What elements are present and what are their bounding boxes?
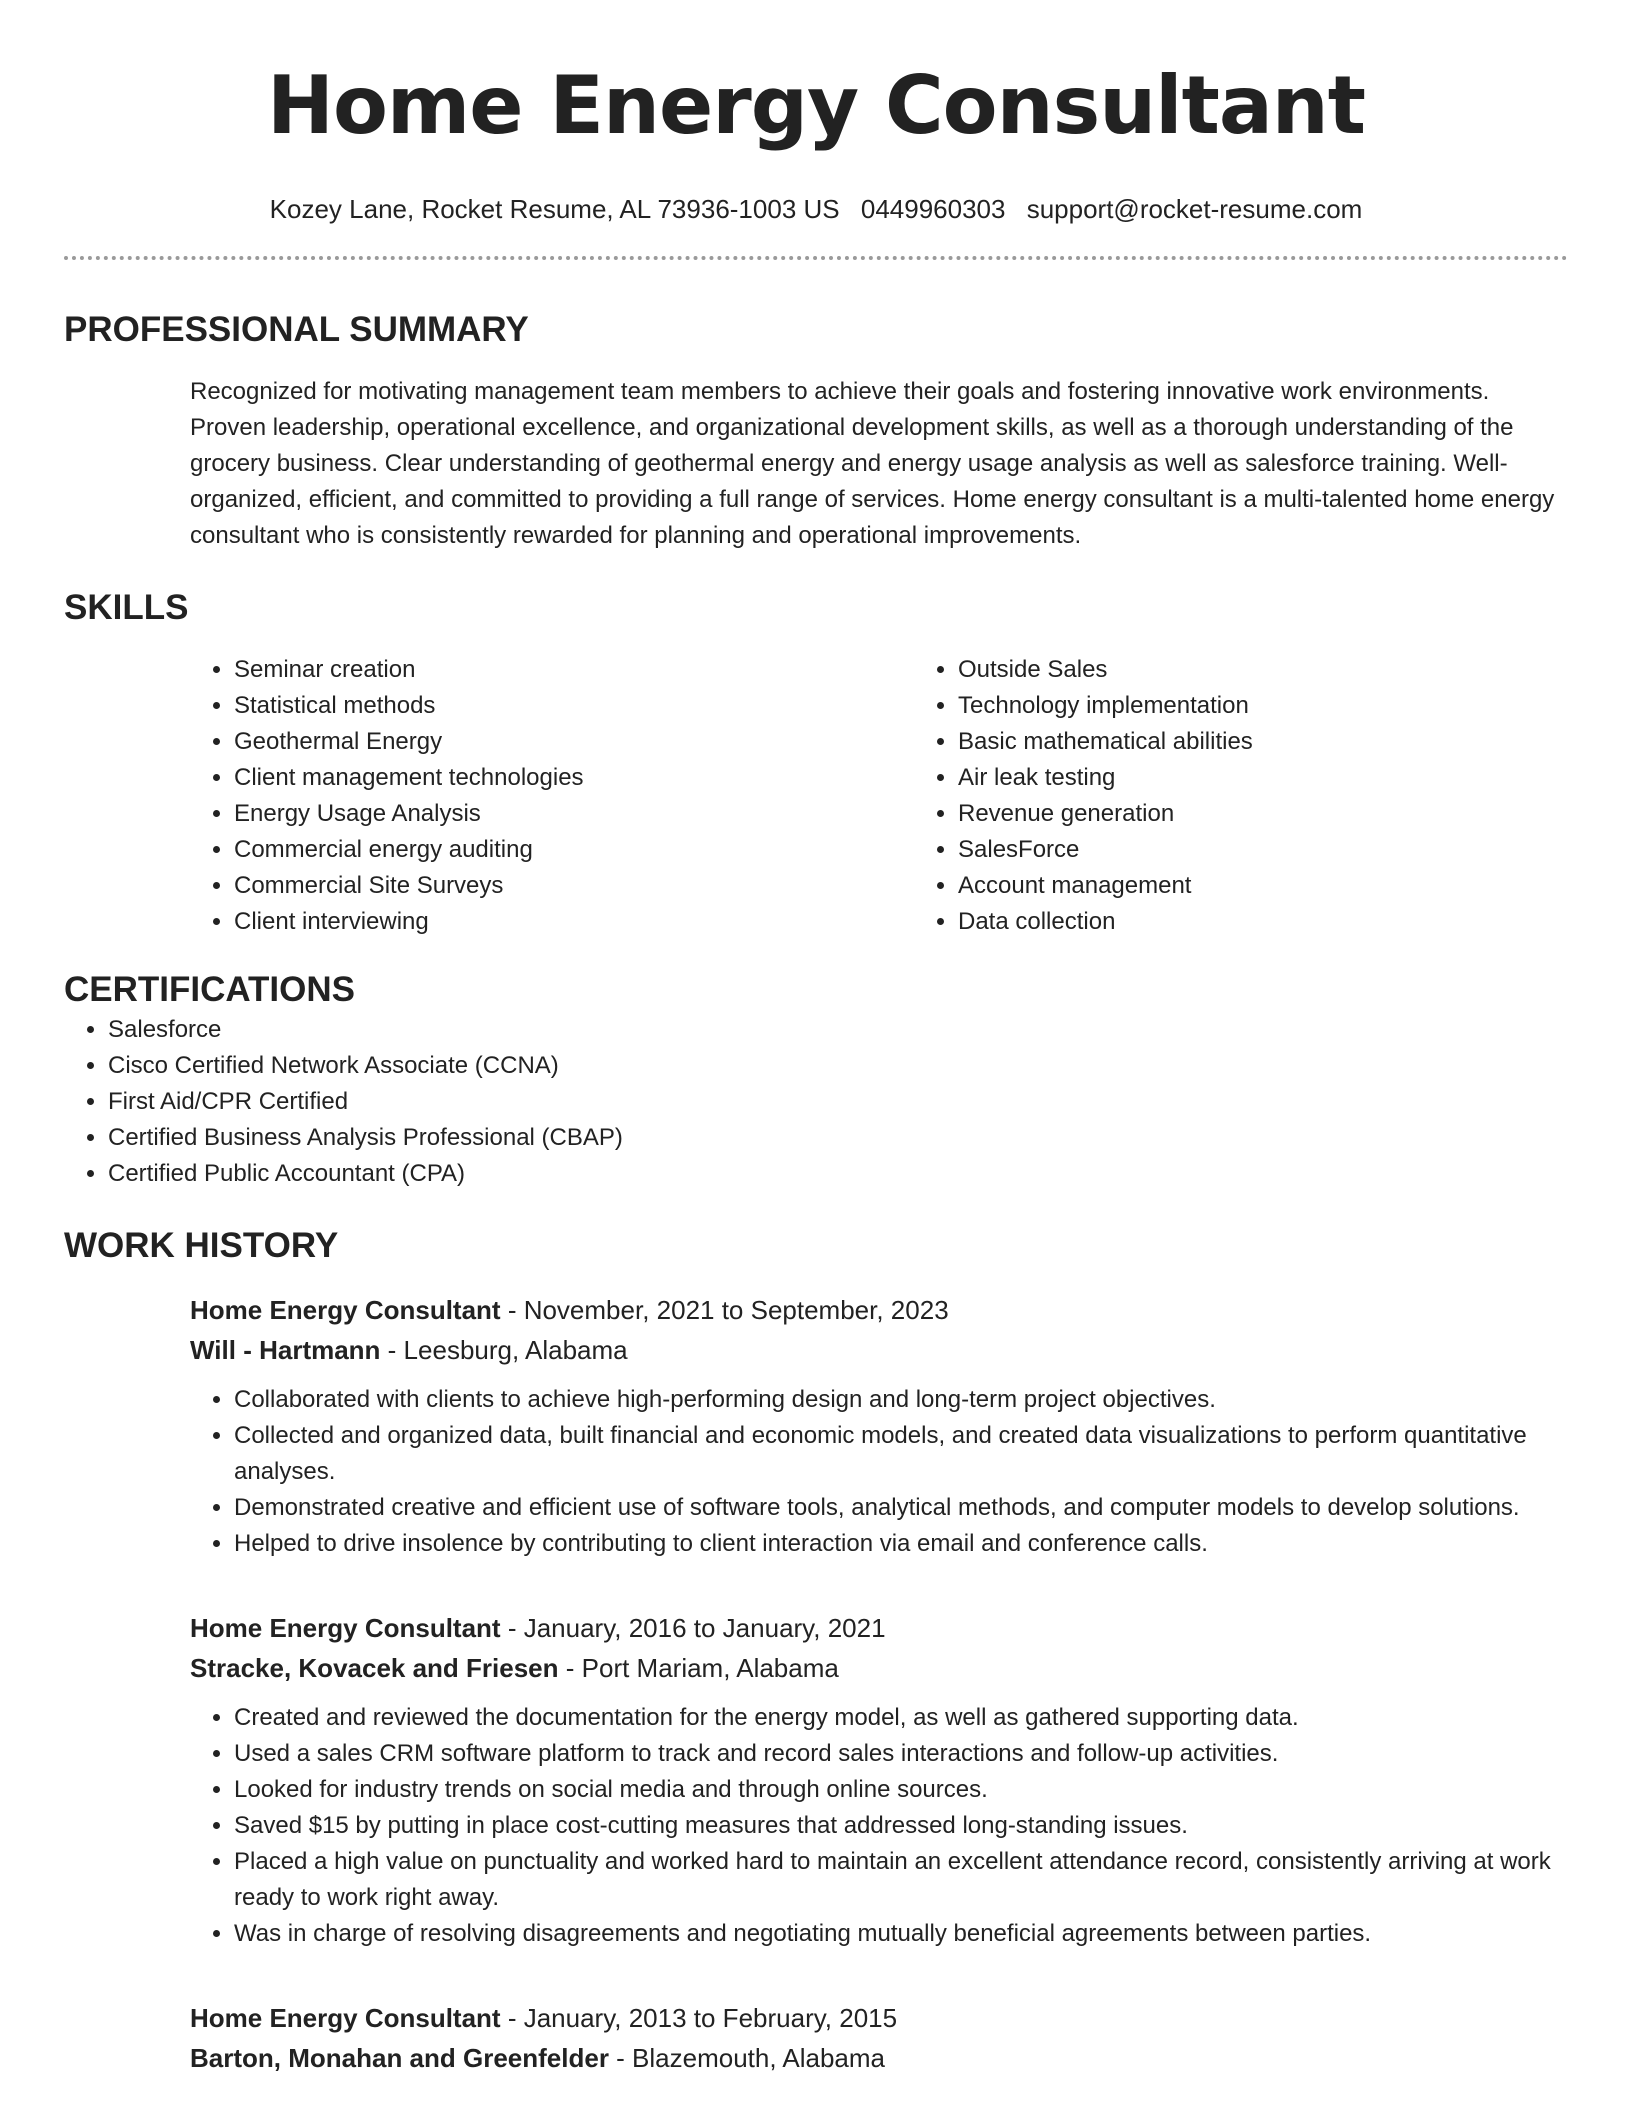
resume-name: Home Energy Consultant	[267, 59, 1365, 152]
skill-item: • Revenue generation	[958, 796, 1632, 832]
contact-address: Kozey Lane, Rocket Resume, AL 73936-1003 US	[269, 194, 840, 224]
job-bullets	[190, 1382, 1568, 1562]
certification-item: • Certified Public Accountant (CPA)	[108, 1156, 1568, 1192]
job-bullet: • Helped to drive insolence by contributing to client interaction via email and conference calls.	[234, 1526, 1568, 1562]
contact-phone: 0449960303	[860, 194, 1006, 224]
skill-item: • Account management	[958, 868, 1632, 904]
skills-columns	[190, 652, 1568, 940]
skill-item: • Client interviewing	[234, 904, 914, 940]
job-company: Stracke, Kovacek and Friesen	[190, 1653, 559, 1683]
skill-item: • Commercial Site Surveys	[234, 868, 914, 904]
skill-item: • Basic mathematical abilities	[958, 724, 1632, 760]
skill-item: • Seminar creation	[234, 652, 914, 688]
job-company-line	[190, 1648, 1568, 1688]
job-company: Barton, Monahan and Greenfelder	[190, 2043, 609, 2073]
job-location: - Port Mariam, Alabama	[558, 1653, 839, 1683]
contact-line	[64, 192, 1568, 226]
skill-item: • Commercial energy auditing	[234, 832, 914, 868]
job-role: Home Energy Consultant	[190, 1613, 501, 1643]
certification-item: • Certified Business Analysis Professional (CBAP)	[108, 1120, 1568, 1156]
skill-item: • Statistical methods	[234, 688, 914, 724]
section-title-summary: PROFESSIONAL SUMMARY	[64, 310, 529, 349]
certification-item: • Salesforce	[108, 1012, 1568, 1048]
job-bullet: • Looked for industry trends on social media and through online sources.	[234, 1772, 1568, 1808]
job-dates: - January, 2013 to February, 2015	[500, 2003, 898, 2033]
job-bullets	[190, 1700, 1568, 1952]
section-title-certifications: CERTIFICATIONS	[64, 970, 356, 1009]
job-entry	[190, 1608, 1568, 1952]
contact-email: support@rocket-resume.com	[1026, 194, 1363, 224]
job-dates: - November, 2021 to September, 2023	[500, 1295, 949, 1325]
skill-item: • Geothermal Energy	[234, 724, 914, 760]
job-bullet: • Saved $15 by putting in place cost-cutting measures that addressed long-standing issues.	[234, 1808, 1568, 1844]
job-entry	[190, 1998, 1568, 2078]
certification-item: • First Aid/CPR Certified	[108, 1084, 1568, 1120]
job-bullet: • Used a sales CRM software platform to track and record sales interactions and follow-up activities.	[234, 1736, 1568, 1772]
job-location: - Blazemouth, Alabama	[608, 2043, 885, 2073]
job-company: Will - Hartmann	[190, 1335, 381, 1365]
job-company-line	[190, 1330, 1568, 1370]
job-bullet: • Placed a high value on punctuality and worked hard to maintain an excellent attendance record, consistently arriving at work ready to work right away.	[234, 1844, 1568, 1916]
job-role: Home Energy Consultant	[190, 2003, 501, 2033]
job-bullet: • Was in charge of resolving disagreements and negotiating mutually beneficial agreements between parties.	[234, 1916, 1568, 1952]
job-bullet: • Collaborated with clients to achieve high-performing design and long-term project objectives.	[234, 1382, 1568, 1418]
section-title-skills: SKILLS	[64, 588, 189, 627]
skill-item: • Technology implementation	[958, 688, 1632, 724]
job-role-line	[190, 1998, 1568, 2038]
job-bullet: • Collected and organized data, built financial and economic models, and created data visualizations to perform quantitative analyses.	[234, 1418, 1568, 1490]
job-bullet: • Demonstrated creative and efficient use of software tools, analytical methods, and computer models to develop solutions.	[234, 1490, 1568, 1526]
job-role-line	[190, 1290, 1568, 1330]
job-role: Home Energy Consultant	[190, 1295, 501, 1325]
certification-item: • Cisco Certified Network Associate (CCNA)	[108, 1048, 1568, 1084]
job-role-line	[190, 1608, 1568, 1648]
header-divider	[64, 256, 1568, 260]
job-company-line	[190, 2038, 1568, 2078]
skill-item: • Client management technologies	[234, 760, 914, 796]
skill-item: • Air leak testing	[958, 760, 1632, 796]
section-title-work-history: WORK HISTORY	[64, 1226, 339, 1265]
skills-list-right	[914, 652, 1632, 940]
skill-item: • SalesForce	[958, 832, 1632, 868]
summary-text: Recognized for motivating management team members to achieve their goals and fostering innovative work environments. Proven leadership, operational excellence, and organizational development skills, as well as a thorough understanding of the grocery business. Clear understanding of geothermal energy and energy usage analysis as well as salesforce training. Well-organized, efficient, and committed to providing a full range of services. Home energy consultant is a multi-talented home energy consultant who is consistently rewarded for planning and operational improvements.	[190, 378, 1555, 549]
job-dates: - January, 2016 to January, 2021	[500, 1613, 886, 1643]
certifications-list	[64, 1012, 1568, 1192]
skills-list-left	[190, 652, 914, 940]
skill-item: • Data collection	[958, 904, 1632, 940]
skill-item: • Energy Usage Analysis	[234, 796, 914, 832]
skill-item: • Outside Sales	[958, 652, 1632, 688]
job-entry	[190, 1290, 1568, 1562]
job-location: - Leesburg, Alabama	[380, 1335, 628, 1365]
job-bullet: • Created and reviewed the documentation for the energy model, as well as gathered supporting data.	[234, 1700, 1568, 1736]
